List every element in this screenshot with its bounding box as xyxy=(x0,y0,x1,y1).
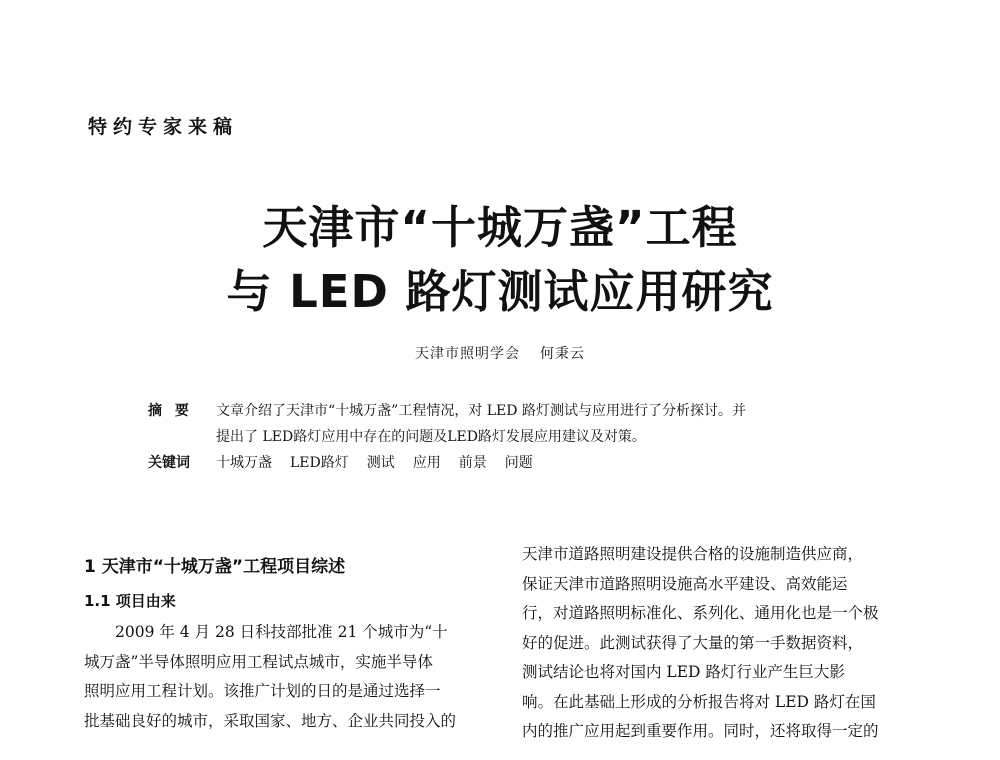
body-paragraph xyxy=(84,618,484,736)
abstract-line-2: 提出了 LED路灯应用中存在的问题及LED路灯发展应用建议及对策。 xyxy=(216,429,646,445)
body-line: 2009 年 4 月 28 日科技部批准 21 个城市为“十 xyxy=(115,623,448,641)
abstract-block xyxy=(148,398,868,476)
section-kicker: 特约专家来稿 xyxy=(88,116,239,138)
body-line: 城万盏”半导体照明应用工程试点城市，实施半导体 xyxy=(84,652,433,671)
left-column xyxy=(84,540,484,736)
article-title-line-2: 与 LED 路灯测试应用研究 xyxy=(226,265,774,318)
article-title-line-1: 天津市“十城万盏”工程 xyxy=(262,201,738,254)
body-line: 天津市道路照明建设提供合格的设施制造供应商， xyxy=(522,545,864,563)
body-line: 行，对道路照明标准化、系列化、通用化也是一个极 xyxy=(522,604,879,622)
body-line: 测试结论也将对国内 LED 路灯行业产生巨大影 xyxy=(522,663,845,681)
body-line: 好的促进。此测试获得了大量的第一手数据资料， xyxy=(522,633,864,652)
keyword: 测试 xyxy=(366,455,395,471)
author-name: 何秉云 xyxy=(540,346,585,362)
body-line: 保证天津市道路照明设施高水平建设、高效能运 xyxy=(522,574,848,593)
abstract-text xyxy=(216,398,868,450)
abstract-label: 摘 要 xyxy=(148,403,193,419)
body-line: 内的推广应用起到重要作用。同时，还将取得一定的 xyxy=(522,722,879,740)
keyword: 应用 xyxy=(412,455,441,471)
abstract-line-1: 文章介绍了天津市“十城万盏”工程情况，对 LED 路灯测试与应用进行了分析探讨。并 xyxy=(216,403,746,419)
right-column xyxy=(522,540,922,747)
abstract-row xyxy=(148,398,868,450)
keyword: 前景 xyxy=(458,455,487,471)
body-line: 响。在此基础上形成的分析报告将对 LED 路灯在国 xyxy=(522,692,876,711)
body-line: 批基础良好的城市，采取国家、地方、企业共同投入的 xyxy=(84,711,457,730)
keyword: 十城万盏 xyxy=(216,455,272,471)
subsection-heading: 1.1 项目由来 xyxy=(84,591,176,610)
keyword: 问题 xyxy=(504,455,533,471)
keywords-label: 关键词 xyxy=(148,455,190,471)
keywords-list xyxy=(216,450,868,476)
section-heading: 1 天津市“十城万盏”工程项目综述 xyxy=(84,557,346,577)
author-line xyxy=(0,343,1000,363)
body-line: 照明应用工程计划。该推广计划的日的是通过选择一 xyxy=(84,682,441,700)
keyword: LED路灯 xyxy=(290,455,349,471)
keywords-row xyxy=(148,450,868,476)
author-organization: 天津市照明学会 xyxy=(415,346,520,362)
